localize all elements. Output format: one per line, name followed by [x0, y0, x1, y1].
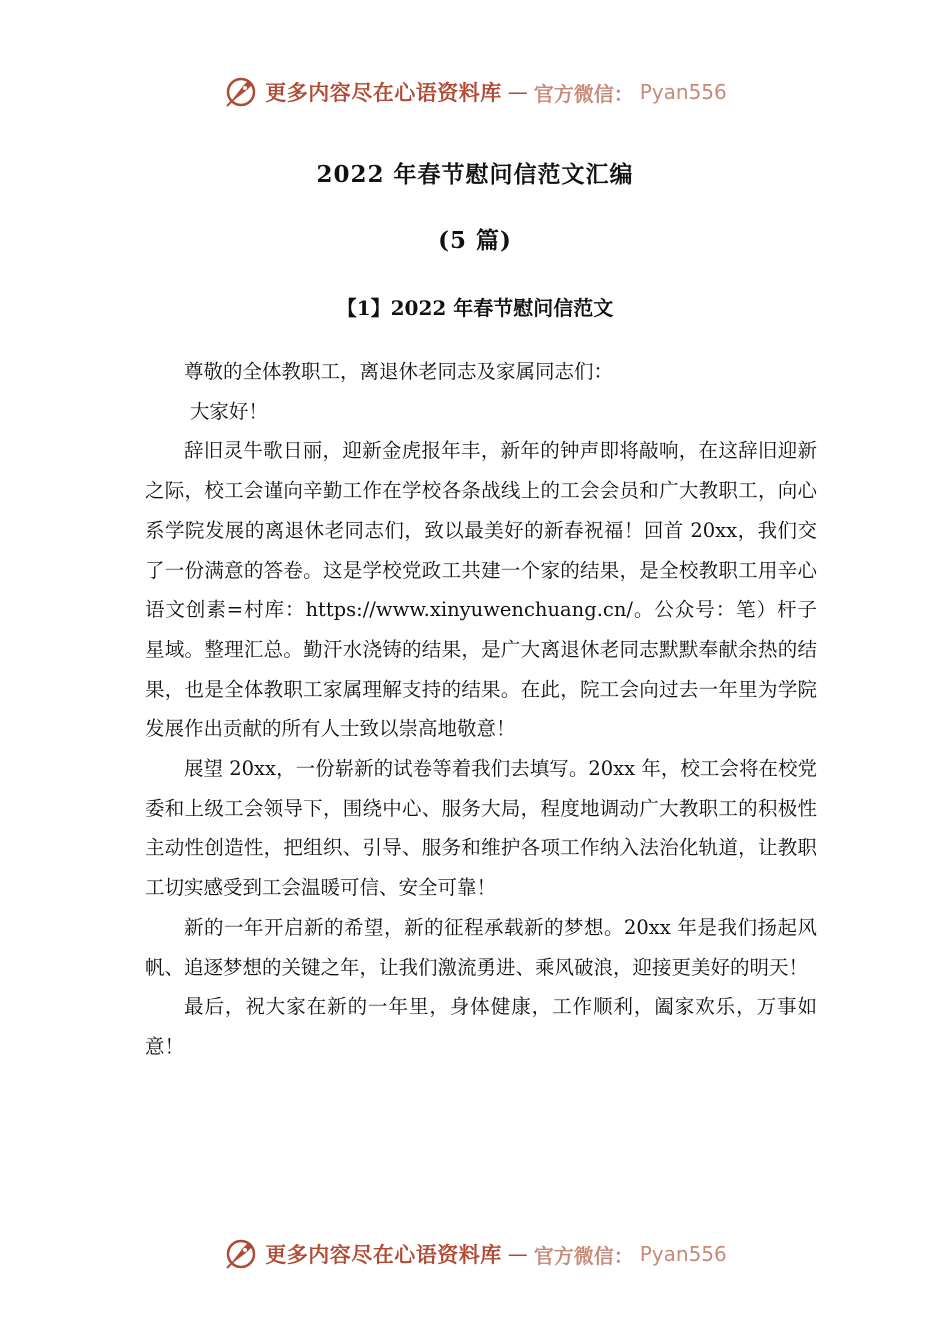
document-subtitle: (5 篇) — [438, 227, 512, 254]
banner-dash: — — [507, 80, 528, 104]
letter-body — [145, 352, 817, 1067]
body-paragraph: 展望 20xx，一份崭新的试卷等着我们去填写。20xx 年，校工会将在校党委和上级工会领导下，围绕中心、服务大局，程度地调动广大教职工的积极性主动性创造性，把组织、引导、服务和维护各项工作纳入法治化轨道，让教职工切实感受到工会温暖可信、安全可靠！ — [145, 757, 817, 900]
footer-wechat-id: Pyan556 — [639, 1242, 727, 1266]
footer-banner — [0, 1232, 950, 1276]
banner-wechat-label: 官方微信： — [533, 81, 634, 106]
salutation-paragraph: 尊敬的全体教职工，离退休老同志及家属同志们： — [184, 360, 614, 383]
pen-nib-logo-icon — [223, 74, 259, 110]
banner-brand-text: 更多内容尽在心语资料库 — [265, 80, 502, 105]
section-heading: 【1】2022 年春节慰问信范文 — [336, 296, 614, 320]
header-banner — [0, 70, 950, 114]
body-paragraph: 新的一年开启新的希望，新的征程承载新的梦想。20xx 年是我们扬起风帆、追逐梦想的关键之年，让我们激流勇进、乘风破浪，迎接更美好的明天！ — [145, 915, 817, 979]
pen-nib-logo-icon — [223, 1236, 259, 1272]
document-title: 2022 年春节慰问信范文汇编 — [316, 161, 634, 188]
closing-paragraph: 最后，祝大家在新的一年里，身体健康，工作顺利，阖家欢乐，万事如意！ — [145, 995, 817, 1058]
body-paragraph: 辞旧灵牛歌日丽，迎新金虎报年丰，新年的钟声即将敲响，在这辞旧迎新之际，校工会谨向辛勤工作在学校各条战线上的工会会员和广大教职工，向心系学院发展的离退休老同志们，致以最美好的新春祝福！回首 20xx，我们交了一份满意的答卷。这是学校党政工共建一个家的结果，是全校教职工用辛心语文创素=村库：https://www.xinyuwenchuang.cn/。公众号：笔）杆子星域。整理汇总。勤汗水浇铸的结果，是广大离退休老同志默默奉献余热的结果，也是全体教职工家属理解支持的结果。在此，院工会向过去一年里为学院发展作出贡献的所有人士致以崇高地敬意！ — [145, 439, 817, 741]
greeting-paragraph: 大家好！ — [189, 399, 268, 423]
footer-dash: — — [507, 1242, 528, 1266]
footer-wechat-label: 官方微信： — [533, 1243, 634, 1268]
footer-brand-text: 更多内容尽在心语资料库 — [265, 1242, 502, 1267]
banner-wechat-id: Pyan556 — [639, 80, 727, 104]
